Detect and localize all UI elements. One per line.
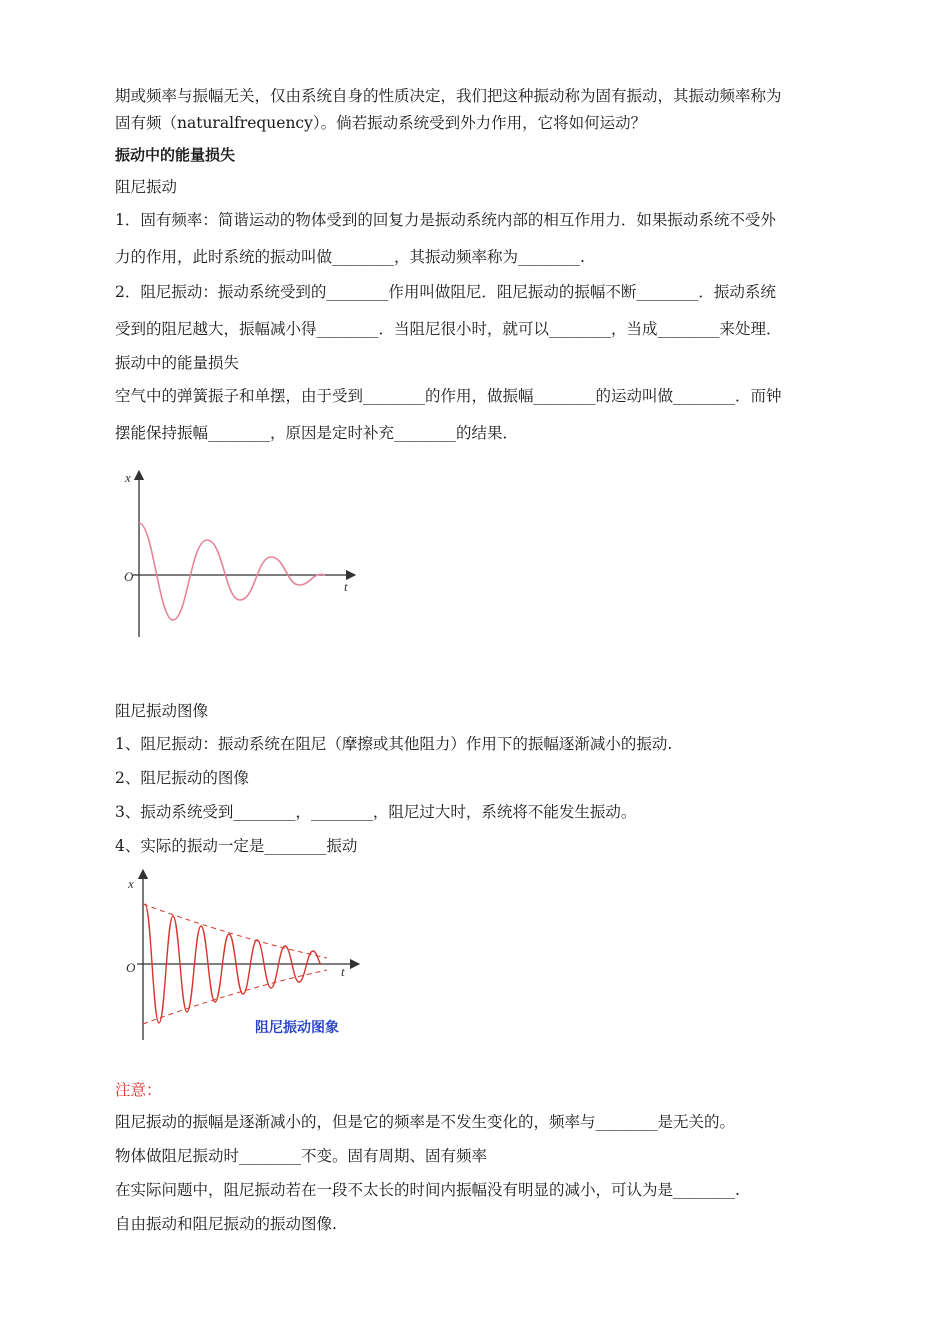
text-line: 摆能保持振幅________，原因是定时补充________的结果．: [115, 424, 519, 442]
text-line: 期或频率与振幅无关，仅由系统自身的性质决定，我们把这种振动称为固有振动，其振动频率称为: [115, 87, 782, 105]
figure-caption: 阻尼振动图象: [255, 1020, 339, 1036]
note-label: 注意：: [115, 1081, 162, 1099]
text-line: 阻尼振动: [115, 178, 178, 196]
origin-label: O: [124, 569, 134, 584]
text-line: 固有频（naturalfrequency）。倘若振动系统受到外力作用，它将如何运动？: [115, 114, 647, 132]
text-line: 物体做阻尼振动时________不变。固有周期、固有频率: [115, 1147, 488, 1165]
text-line: 空气中的弹簧振子和单摆，由于受到________的作用，做振幅________的运动叫做________．而钟: [115, 387, 782, 405]
text-line: 振动中的能量损失: [115, 354, 240, 372]
origin-label: O: [126, 960, 136, 975]
text-line: 4、实际的振动一定是________振动: [115, 837, 358, 855]
damped-oscillation-graph-1: [115, 465, 365, 645]
t-axis-label: t: [344, 579, 348, 594]
text-line: 1．固有频率：简谐运动的物体受到的回复力是振动系统内部的相互作用力．如果振动系统不受外: [115, 211, 776, 229]
text-line: 阻尼振动的振幅是逐渐减小的，但是它的频率是不发生变化的，频率与________是无关的。: [115, 1113, 736, 1131]
envelope-lower: [143, 970, 327, 1024]
text-line: 自由振动和阻尼振动的振动图像.: [115, 1215, 337, 1233]
section-heading: 振动中的能量损失: [115, 146, 236, 164]
text-line: 1、阻尼振动：振动系统在阻尼（摩擦或其他阻力）作用下的振幅逐渐减小的振动.: [115, 735, 673, 753]
x-axis-label: x: [128, 876, 134, 891]
x-axis-label: x: [125, 470, 131, 485]
t-axis-label: t: [341, 964, 345, 979]
envelope-upper: [143, 904, 327, 958]
text-line: 阻尼振动图像: [115, 702, 209, 720]
text-line: 2．阻尼振动：振动系统受到的________作用叫做阻尼．阻尼振动的振幅不断________．振动系统: [115, 283, 776, 301]
text-line: 在实际问题中，阻尼振动若在一段不太长的时间内振幅没有明显的减小，可认为是________.: [115, 1181, 740, 1199]
text-line: 3、振动系统受到________，________，阻尼过大时，系统将不能发生振动。: [115, 803, 637, 821]
text-line: 受到的阻尼越大，振幅减小得________．当阻尼很小时，就可以________，当成________来处理．: [115, 320, 782, 338]
text-line: 力的作用，此时系统的振动叫做________，其振动频率称为________.: [115, 248, 585, 266]
text-line: 2、阻尼振动的图像: [115, 769, 249, 787]
damped-curve: [139, 523, 325, 620]
